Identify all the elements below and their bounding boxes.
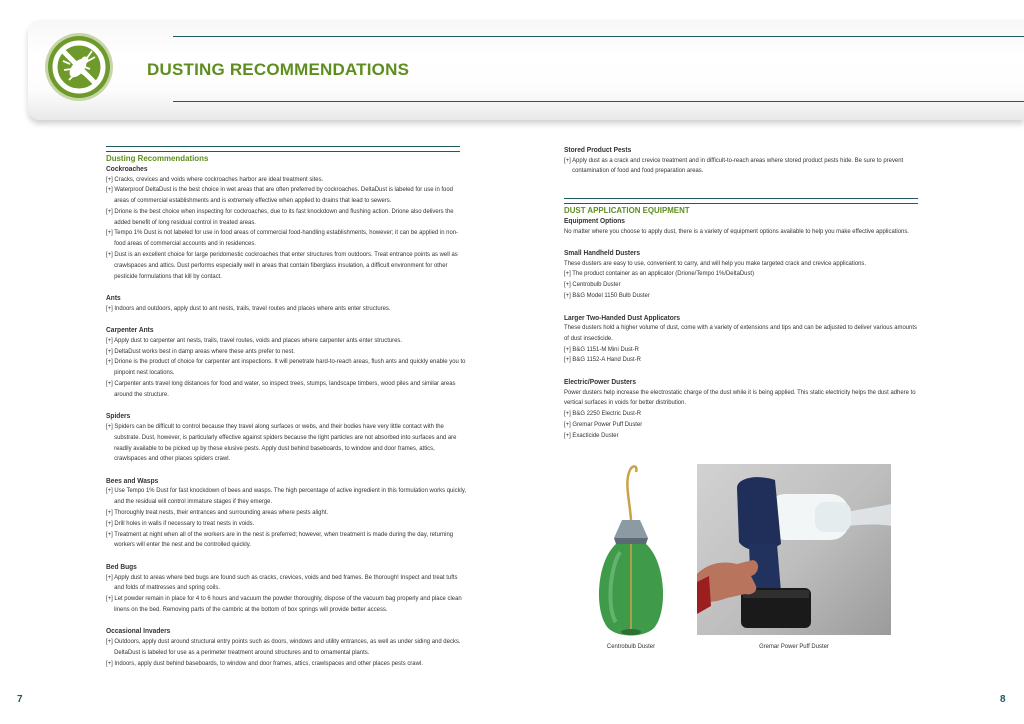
gremar-duster-graphic	[697, 464, 891, 635]
left-heading: Dusting Recommendations	[106, 153, 209, 163]
page-number-left: 7	[17, 694, 23, 705]
section-bed-bugs	[106, 562, 460, 616]
section-stored-product-pests	[564, 145, 918, 177]
equipment-heading: DUST APPLICATION EQUIPMENT	[564, 205, 690, 215]
bullet: [+] Drione is the product of choice for carpenter ant inspections. It will penetrate hard-to-reach areas, flush ants and quickly enable you to pinpoint nest locations.	[106, 358, 466, 377]
section-title: Cockroaches	[106, 164, 148, 173]
section-ants	[106, 293, 460, 314]
section-small-dusters	[564, 248, 918, 302]
section-title: Equipment Options	[564, 216, 625, 225]
section-title: Carpenter Ants	[106, 325, 154, 335]
bullet: [+] B&G Model 1150 Bulb Duster	[564, 291, 650, 299]
section-title: Occasional Invaders	[106, 626, 171, 636]
bullet: [+] Treatment at night when all of the workers are in the nest is preferred; however, when treatment is made during the day, returning workers will enter the nest and be controlled quickly.	[106, 530, 454, 549]
gremar-duster-image	[697, 464, 891, 635]
spacer	[106, 616, 460, 627]
bullet: [+] Indoors and outdoors, apply dust to ant nests, trails, travel routes and places where ants enter structures.	[106, 304, 391, 312]
centrobulb-duster-image	[578, 462, 684, 638]
bullet: [+] B&G 1151-M Mini Dust-R	[564, 345, 639, 353]
bullet: [+] B&G 2250 Electric Dust-R	[564, 410, 642, 418]
bullet: [+] Drill holes in walls if necessary to treat nests in voids.	[106, 519, 255, 527]
paragraph: These dusters hold a higher volume of dust, come with a variety of extensions and tips and can be adjusted to deliver various amounts of dust insecticide.	[564, 324, 917, 342]
bullet: [+] Spiders can be difficult to control because they travel along surfaces or webs, and their bodies have very little contact with the substrate. Dust, however, is particularly effective against spiders because the light particles are not absorbed into surfaces and are readily available to be picked up by these elusive pests. Apply dust behind baseboards, to window and door frames, attics, crawlspaces and other places spiders crawl.	[106, 422, 457, 463]
section-title: Ants	[106, 293, 121, 303]
centrobulb-caption: Centrobulb Duster	[606, 643, 656, 650]
bullet: [+] Centrobulb Duster	[564, 281, 621, 289]
section-title: Stored Product Pests	[564, 145, 632, 154]
section-spiders	[106, 411, 460, 465]
bullet: [+] Gremar Power Puff Duster	[564, 420, 643, 428]
section-large-dusters	[564, 313, 918, 367]
spacer	[106, 465, 460, 476]
bullet: [+] The product container as an applicator (Drione/Tempo 1%/DeltaDust)	[564, 270, 755, 278]
section-equipment-options	[564, 216, 918, 237]
section-bees-wasps	[106, 475, 467, 551]
no-insect-icon	[48, 36, 110, 98]
gremar-caption: Gremar Power Puff Duster	[759, 643, 829, 650]
left-column-rule	[106, 146, 460, 152]
spacer	[106, 282, 460, 293]
no-insect-icon-graphic	[48, 36, 110, 98]
bullet: [+] Thoroughly treat nests, their entrances and surrounding areas where pests alight.	[106, 509, 329, 517]
section-title: Small Handheld Dusters	[564, 248, 641, 258]
bullet: [+] Apply dust as a crack and crevice treatment and in difficult-to-reach areas where stored product pests hide. Be sure to prevent contamination of food and food preparation areas.	[564, 156, 904, 175]
section-cockroaches	[106, 164, 460, 282]
bullet: [+] Dust is an excellent choice for large peridomestic cockroaches that enter structures from outdoors. Treat entrance points as well as crawlspaces and attics. Dust performs especially well in areas that contain fiberglass insulation, a difficult environment for other pesticide formulations that kill by contact.	[106, 251, 458, 280]
bullet: [+] Tempo 1% Dust is not labeled for use in food areas of commercial food-handling establishments, however; it can be applied in non-food areas of commercial accounts and in residences.	[106, 229, 459, 248]
centrobulb-duster-graphic	[578, 462, 684, 638]
bullet: [+] B&G 1152-A Hand Dust-R	[564, 356, 641, 364]
spacer	[564, 302, 918, 313]
bullet: [+] DeltaDust works best in damp areas where these ants prefer to nest.	[106, 347, 295, 355]
section-title: Bed Bugs	[106, 562, 137, 571]
paragraph: No matter where you choose to apply dust, there is a variety of equipment options available to help you make effective applications.	[564, 227, 909, 235]
section-title: Spiders	[106, 411, 131, 421]
bullet: [+] Use Tempo 1% Dust for fast knockdown of bees and wasps. The high percentage of active ingredient in this formulation works quickly, and the residual will control immature stages if they emerge.	[106, 487, 467, 506]
bullet: [+] Apply dust to carpenter ant nests, trails, travel routes, voids and places where carpenter ants enter structures.	[106, 336, 403, 344]
page-title: DUSTING RECOMMENDATIONS	[147, 60, 410, 79]
bullet: [+] Indoors, apply dust behind baseboards, to window and door frames, attics, crawlspaces and other places pests crawl.	[106, 659, 423, 667]
bullet: [+] Outdoors, apply dust around structural entry points such as doors, windows and utility entrances, as well as under siding and decks. DeltaDust is labeled for use as a perimeter treatment around structures and to ornamental plants.	[106, 637, 461, 656]
right-column	[564, 205, 918, 442]
section-title: Bees and Wasps	[106, 475, 159, 485]
banner-rule-bottom	[173, 101, 1024, 102]
bullet: [+] Let powder remain in place for 4 to 6 hours and vacuum the powder thoroughly, dispose of the vacuum bag properly and place clean linens on the bed. Removing parts of the cambric at the bottom of box springs will provide better access.	[106, 595, 462, 613]
banner-rule-top	[173, 36, 1024, 37]
bullet: [+] Exacticide Duster	[564, 431, 619, 439]
spacer	[564, 366, 918, 377]
right-column-rule	[564, 198, 918, 204]
bullet: [+] Carpenter ants travel long distances for food and water, so inspect trees, stumps, landscape timbers, wood piles and similar areas around the structure.	[106, 380, 456, 398]
bullet: [+] Cracks, crevices and voids where cockroaches harbor are ideal treatment sites.	[106, 175, 324, 183]
spacer	[564, 237, 918, 248]
right-column-top	[564, 145, 918, 177]
bullet: [+] Drione is the best choice when inspecting for cockroaches, due to its fast knockdown and flushing action. Drione also delivers the added benefit of long residual control in treated areas.	[106, 207, 454, 226]
section-carpenter-ants	[106, 325, 466, 400]
section-electric-dusters	[564, 377, 918, 441]
paragraph: These dusters are easy to use, convenient to carry, and will help you make targeted crack and crevice applications.	[564, 259, 867, 267]
spacer	[106, 551, 460, 562]
section-title: Larger Two-Handed Dust Applicators	[564, 312, 681, 322]
spacer	[106, 315, 460, 326]
section-occasional-invaders	[106, 626, 460, 669]
bullet: [+] Apply dust to areas where bed bugs are found such as cracks, crevices, voids and bed frames. Be thorough! Inspect and treat tufts and folds of mattresses and spring coils.	[106, 573, 458, 592]
page-number-right: 8	[1000, 694, 1006, 705]
spacer	[106, 401, 460, 412]
paragraph: Power dusters help increase the electrostatic charge of the dust while it is being applied. This static electricity helps the dust adhere to vertical surfaces in voids for better distribution.	[564, 388, 916, 407]
left-column	[106, 153, 467, 669]
bullet: [+] Waterproof DeltaDust is the best choice in wet areas that are often preferred by cockroaches. DeltaDust is labeled for use in food areas of commercial establishments and is extremely effective when applied to drains that lead to sewers.	[106, 186, 453, 205]
section-title: Electric/Power Dusters	[564, 377, 637, 387]
